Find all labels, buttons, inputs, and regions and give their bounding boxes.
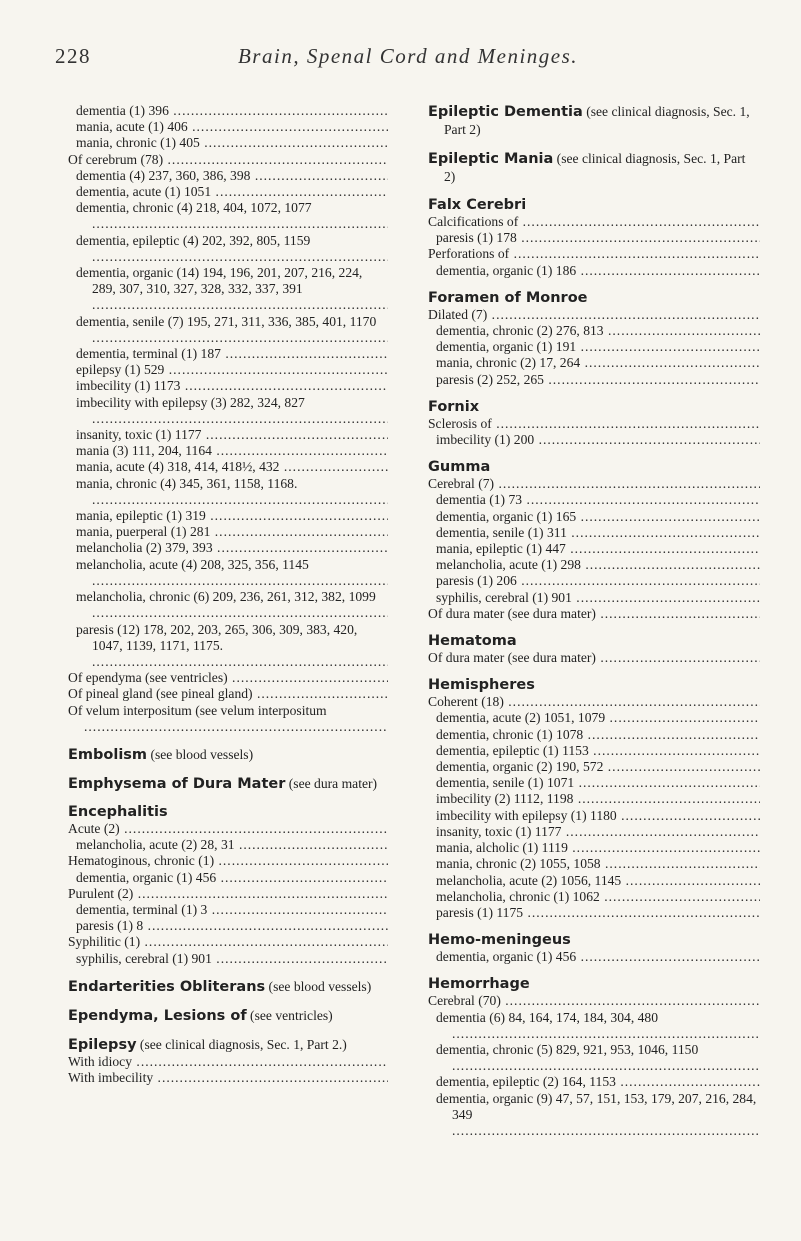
- index-subentry: dementia, acute (2) 1051, 1079 .....: [428, 710, 760, 726]
- index-subentry: dementia, organic (1) 456 .....: [428, 949, 760, 965]
- running-header: [55, 44, 761, 68]
- index-subentry: mania, chronic (4) 345, 361, 1158, 1168. .....: [68, 476, 388, 508]
- index-subentry: insanity, toxic (1) 1177 .....: [68, 427, 388, 443]
- left-column: [68, 103, 388, 1086]
- index-subentry: imbecility with epilepsy (1) 1180 .....: [428, 808, 760, 824]
- index-entry: With imbecility .....: [68, 1070, 388, 1086]
- running-title: Brain, Spenal Cord and Meninges.: [237, 44, 579, 68]
- index-entry: Of cerebrum (78) .....: [68, 152, 388, 168]
- heading-term: Epileptic Mania: [428, 151, 554, 167]
- index-subentry: dementia, terminal (1) 3 .....: [68, 902, 388, 918]
- index-heading: [68, 1036, 388, 1054]
- index-subentry: dementia, senile (7) 195, 271, 311, 336, 385, 401, 1170 .....: [68, 314, 388, 346]
- index-entry: Of pineal gland (see pineal gland) .....: [68, 686, 388, 702]
- index-subentry: dementia, chronic (4) 218, 404, 1072, 1077 .....: [68, 200, 388, 232]
- index-entry: Dilated (7) .....: [428, 307, 760, 323]
- index-heading: [68, 775, 388, 793]
- index-entry: Of dura mater (see dura mater) .....: [428, 606, 760, 622]
- index-heading: [428, 677, 760, 694]
- right-column: [428, 103, 760, 1139]
- index-entry: Coherent (18) .....: [428, 694, 760, 710]
- index-subentry: melancholia, acute (1) 298 .....: [428, 557, 760, 573]
- index-heading: [428, 459, 760, 476]
- index-entry: Cerebral (7) .....: [428, 476, 760, 492]
- index-subentry: mania, epileptic (1) 447 .....: [428, 541, 760, 557]
- index-subentry: dementia, epileptic (4) 202, 392, 805, 1159 .....: [68, 233, 388, 265]
- index-heading: [428, 103, 760, 139]
- heading-term: Encephalitis: [68, 803, 168, 820]
- heading-term: Hemispheres: [428, 677, 535, 694]
- index-heading: [428, 197, 760, 214]
- index-subentry: dementia, epileptic (1) 1153 .....: [428, 743, 760, 759]
- index-subentry: imbecility (2) 1112, 1198 .....: [428, 791, 760, 807]
- index-subentry: dementia, terminal (1) 187 .....: [68, 346, 388, 362]
- index-subentry: dementia, organic (1) 186 .....: [428, 263, 760, 279]
- index-subentry: melancholia, chronic (1) 1062 .....: [428, 889, 760, 905]
- index-subentry: dementia, organic (1) 456 .....: [68, 870, 388, 886]
- index-entry: Of velum interpositum (see velum interpositum .....: [68, 703, 388, 735]
- index-heading: [68, 978, 388, 996]
- heading-term: Falx Cerebri: [428, 197, 527, 213]
- index-subentry: epilepsy (1) 529 .....: [68, 362, 388, 378]
- index-subentry: imbecility with epilepsy (3) 282, 324, 827 .....: [68, 395, 388, 427]
- index-subentry: dementia, epileptic (2) 164, 1153 .....: [428, 1074, 760, 1090]
- heading-term: Gumma: [428, 459, 491, 476]
- index-subentry: mania, puerperal (1) 281 .....: [68, 524, 388, 540]
- index-subentry: mania, chronic (1) 405 .....: [68, 135, 388, 151]
- index-subentry: dementia (1) 73 .....: [428, 492, 760, 508]
- index-subentry: melancholia, acute (2) 1056, 1145 .....: [428, 873, 760, 889]
- index-heading: [68, 1007, 388, 1025]
- index-subentry: imbecility (1) 1173 .....: [68, 378, 388, 394]
- heading-note: (see blood vessels): [147, 746, 254, 762]
- index-entry: Of ependyma (see ventricles) .....: [68, 670, 388, 686]
- heading-note: (see clinical diagnosis, Sec. 1, Part 2): [444, 104, 750, 137]
- index-subentry: melancholia, acute (2) 28, 31 .....: [68, 837, 388, 853]
- index-subentry: dementia, organic (9) 47, 57, 151, 153, 179, 207, 216, 284, 349 .....: [428, 1091, 760, 1140]
- index-subentry: syphilis, cerebral (1) 901 .....: [68, 951, 388, 967]
- index-subentry: insanity, toxic (1) 1177 .....: [428, 824, 760, 840]
- heading-note: (see dura mater): [285, 775, 378, 791]
- index-subentry: mania, acute (4) 318, 414, 418½, 432 .....: [68, 459, 388, 475]
- index-subentry: dementia, organic (14) 194, 196, 201, 207, 216, 224, 289, 307, 310, 327, 328, 332, 337, 391 .....: [68, 265, 388, 314]
- index-subentry: mania, chronic (2) 1055, 1058 .....: [428, 856, 760, 872]
- index-subentry: dementia (4) 237, 360, 386, 398 .....: [68, 168, 388, 184]
- heading-note: (see blood vessels): [265, 978, 372, 994]
- index-subentry: paresis (1) 8 .....: [68, 918, 388, 934]
- index-entry: Calcifications of .....: [428, 214, 760, 230]
- index-entry: Syphilitic (1) .....: [68, 934, 388, 950]
- index-subentry: paresis (2) 252, 265 .....: [428, 372, 760, 388]
- index-subentry: paresis (12) 178, 202, 203, 265, 306, 309, 383, 420, 1047, 1139, 1171, 1175. .....: [68, 622, 388, 671]
- heading-term: Ependyma, Lesions of: [68, 1007, 247, 1024]
- index-subentry: paresis (1) 178 .....: [428, 230, 760, 246]
- index-subentry: dementia (6) 84, 164, 174, 184, 304, 480 .....: [428, 1010, 760, 1042]
- index-subentry: melancholia, chronic (6) 209, 236, 261, 312, 382, 1099 .....: [68, 589, 388, 621]
- index-subentry: dementia, senile (1) 1071 .....: [428, 775, 760, 791]
- index-subentry: dementia, senile (1) 311 .....: [428, 525, 760, 541]
- index-entry: Cerebral (70) .....: [428, 993, 760, 1009]
- index-entry: Hematoginous, chronic (1) .....: [68, 853, 388, 869]
- index-subentry: dementia, organic (2) 190, 572 .....: [428, 759, 760, 775]
- heading-term: Fornix: [428, 398, 480, 415]
- index-heading: [428, 633, 760, 650]
- index-heading: [428, 399, 760, 416]
- heading-term: Hemo-meningeus: [428, 932, 571, 949]
- index-entry: Of dura mater (see dura mater) .....: [428, 650, 760, 666]
- heading-note: (see clinical diagnosis, Sec. 1, Part 2): [444, 151, 746, 184]
- heading-note: (see clinical diagnosis, Sec. 1, Part 2.): [136, 1036, 347, 1052]
- heading-term: Hematoma: [428, 633, 517, 650]
- heading-note: (see ventricles): [246, 1007, 333, 1023]
- index-subentry: paresis (1) 206 .....: [428, 573, 760, 589]
- heading-term: Hemorrhage: [428, 976, 530, 993]
- index-subentry: melancholia, acute (4) 208, 325, 356, 1145 .....: [68, 557, 388, 589]
- index-subentry: syphilis, cerebral (1) 901 .....: [428, 590, 760, 606]
- index-subentry: mania (3) 111, 204, 1164 .....: [68, 443, 388, 459]
- index-heading: [428, 976, 760, 993]
- index-subentry: mania, alcholic (1) 1119 .....: [428, 840, 760, 856]
- heading-term: Emphysema of Dura Mater: [68, 775, 286, 792]
- heading-term: Embolism: [68, 746, 148, 763]
- index-subentry: imbecility (1) 200 .....: [428, 432, 760, 448]
- heading-term: Endarterities Obliterans: [68, 978, 266, 995]
- index-subentry: mania, chronic (2) 17, 264 .....: [428, 355, 760, 371]
- index-subentry: dementia, organic (1) 165 .....: [428, 509, 760, 525]
- index-subentry: dementia, chronic (2) 276, 813 .....: [428, 323, 760, 339]
- index-entry: Perforations of .....: [428, 246, 760, 262]
- index-heading: [428, 932, 760, 949]
- index-subentry: dementia (1) 396 .....: [68, 103, 388, 119]
- index-subentry: dementia, acute (1) 1051 .....: [68, 184, 388, 200]
- index-subentry: mania, acute (1) 406 .....: [68, 119, 388, 135]
- index-entry: With idiocy .....: [68, 1054, 388, 1070]
- index-heading: [68, 746, 388, 764]
- index-heading: [68, 804, 388, 821]
- index-entry: Sclerosis of .....: [428, 416, 760, 432]
- index-entry: Acute (2) .....: [68, 821, 388, 837]
- index-subentry: dementia, organic (1) 191 .....: [428, 339, 760, 355]
- heading-term: Foramen of Monroe: [428, 289, 588, 306]
- index-entry: Purulent (2) .....: [68, 886, 388, 902]
- index-heading: [428, 290, 760, 307]
- heading-term: Epilepsy: [68, 1036, 137, 1053]
- index-subentry: melancholia (2) 379, 393 .....: [68, 540, 388, 556]
- heading-term: Epileptic Dementia: [428, 104, 583, 120]
- index-heading: [428, 150, 760, 186]
- index-subentry: dementia, chronic (1) 1078 .....: [428, 727, 760, 743]
- page-number: 228: [55, 44, 91, 68]
- index-subentry: dementia, chronic (5) 829, 921, 953, 1046, 1150 .....: [428, 1042, 760, 1074]
- index-subentry: mania, epileptic (1) 319 .....: [68, 508, 388, 524]
- index-subentry: paresis (1) 1175 .....: [428, 905, 760, 921]
